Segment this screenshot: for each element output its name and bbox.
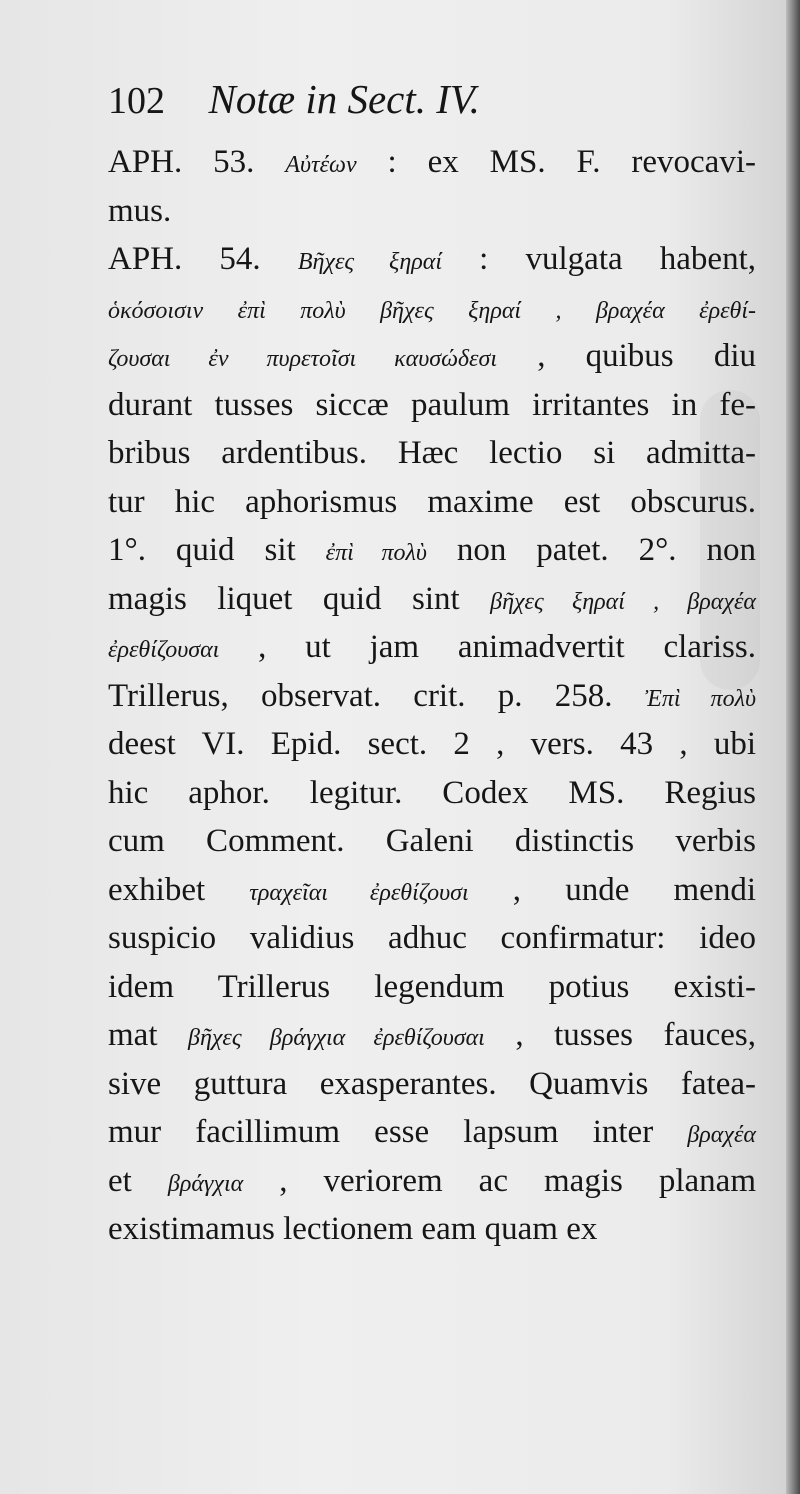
text-line xyxy=(108,478,756,527)
text-line xyxy=(108,1011,756,1060)
latin-text: magis liquet quid sint xyxy=(108,580,491,617)
greek-text: βῆχες ξηραί , βραχέα xyxy=(490,588,757,615)
greek-text: ἐπὶ πολὺ xyxy=(325,540,427,566)
latin-text: , ut jam animadvertit clariss. xyxy=(219,629,756,665)
latin-text: deest VI. Epid. sect. 2 , vers. 43 , ubi xyxy=(108,726,756,762)
latin-text: mur facillimum esse lapsum inter xyxy=(108,1114,688,1150)
latin-text: : ex MS. F. revocavi- xyxy=(356,144,756,180)
latin-text: suspicio validius adhuc confirmatur: ideo xyxy=(108,920,756,956)
page-edge xyxy=(786,0,800,1494)
latin-text: APH. 53. xyxy=(108,144,286,180)
text-line xyxy=(108,672,756,721)
text-line xyxy=(108,623,756,672)
greek-text: βράγχια xyxy=(167,1170,244,1197)
text-line xyxy=(108,817,756,866)
greek-text: ὁκόσοισιν ἐπὶ πολὺ βῆχες ξηραί , βραχέα ἐρεθί- xyxy=(108,297,756,324)
latin-text: sive guttura exasperantes. Quamvis fatea- xyxy=(108,1065,756,1102)
latin-text: idem Trillerus legendum potius existi- xyxy=(108,968,756,1005)
latin-text: hic aphor. legitur. Codex MS. Regius xyxy=(108,774,756,811)
text-line xyxy=(108,1157,756,1206)
latin-text: mus. xyxy=(108,192,172,229)
text-line xyxy=(108,429,756,478)
text-line xyxy=(108,720,756,769)
greek-text: Ἐπὶ πολὺ xyxy=(644,685,756,712)
latin-text: , unde mendi xyxy=(468,871,756,908)
text-line xyxy=(108,963,756,1012)
latin-text: tur hic aphorismus maxime est obscurus. xyxy=(108,483,756,520)
greek-text: βραχέα xyxy=(687,1122,756,1148)
latin-text: , tusses fauces, xyxy=(484,1017,756,1053)
latin-text: , veriorem ac magis planam xyxy=(243,1162,756,1199)
text-line xyxy=(108,138,756,187)
latin-text: et xyxy=(108,1162,168,1199)
page-text xyxy=(108,60,756,1254)
latin-text: cum Comment. Galeni distinctis verbis xyxy=(108,823,756,859)
text-line xyxy=(108,914,756,963)
text-line xyxy=(108,235,756,284)
body-text xyxy=(108,138,756,1254)
text-line xyxy=(108,575,756,624)
text-line xyxy=(108,1060,756,1109)
latin-text: mat xyxy=(108,1017,188,1053)
latin-text: non patet. 2°. non xyxy=(426,532,756,568)
latin-text: bribus ardentibus. Hæc lectio si admitta- xyxy=(108,435,756,471)
latin-text: 1°. quid sit xyxy=(108,532,326,568)
greek-text: τραχεῖαι ἐρεθίζουσι xyxy=(249,879,469,906)
latin-text: APH. 54. xyxy=(108,241,298,277)
text-line xyxy=(108,1108,756,1157)
greek-text: ζουσαι ἐν πυρετοῖσι καυσώδεσι xyxy=(108,346,497,372)
text-line xyxy=(108,381,756,430)
running-title: Notæ in Sect. IV. xyxy=(208,76,480,122)
page-number: 102 xyxy=(108,80,165,122)
latin-text: , quibus diu xyxy=(497,338,756,374)
text-line xyxy=(108,769,756,818)
text-line xyxy=(108,526,756,575)
latin-text: existimamus lectionem eam quam ex xyxy=(108,1211,598,1247)
text-line xyxy=(108,1205,756,1254)
text-line xyxy=(108,187,756,236)
greek-text: βῆχες βράγχια ἐρεθίζουσαι xyxy=(188,1025,485,1051)
text-line xyxy=(108,284,756,333)
greek-text: Βῆχες ξηραί xyxy=(297,249,443,275)
latin-text: : vulgata habent, xyxy=(442,241,756,277)
latin-text: exhibet xyxy=(108,871,250,908)
text-line xyxy=(108,866,756,915)
latin-text: Trillerus, observat. crit. p. 258. xyxy=(108,677,645,714)
greek-text: Αὐτέων xyxy=(285,152,357,178)
running-header xyxy=(108,60,756,138)
greek-text: ἐρεθίζουσαι xyxy=(108,637,220,663)
text-line xyxy=(108,332,756,381)
latin-text: durant tusses siccæ paulum irritantes in fe- xyxy=(108,386,756,423)
